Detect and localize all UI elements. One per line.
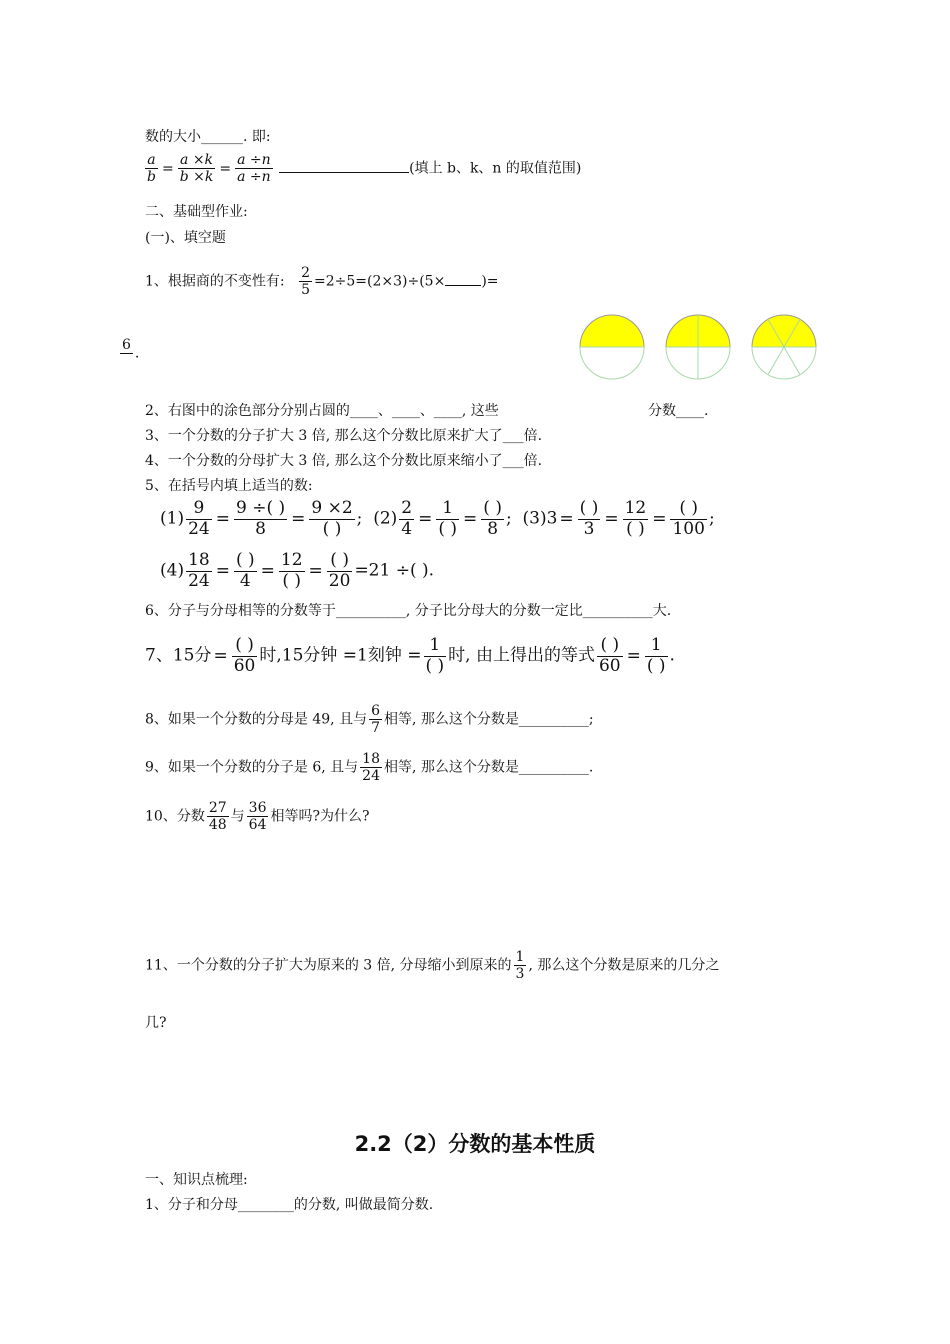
knowledge-point-1: 1、分子和分母________的分数, 叫做最简分数. bbox=[145, 1197, 434, 1213]
shaded-circles-figure bbox=[575, 312, 820, 382]
fraction-ak-bk: $\frac{a \times k}{b \times k}$ bbox=[179, 152, 214, 186]
section-heading: 二、基础型作业: bbox=[145, 204, 248, 220]
fraction: $\frac{9}{24}$ bbox=[188, 498, 210, 539]
question-8: 8、如果一个分数的分母是 49, 且与 $\frac{6}{7}$ 相等, 那么这个分数是__________; bbox=[145, 703, 594, 737]
question-3: 3、一个分数的分子扩大 3 倍, 那么这个分数比原来扩大了___倍. bbox=[145, 428, 543, 444]
question-5-row-2: (4) $\frac{18}{24}$ = $\frac{( )}{4}$ = $\frac{12}{( )}$ = $\frac{( )}{20}$ =21 ÷( ). bbox=[160, 550, 435, 591]
circle-quarters bbox=[666, 315, 730, 379]
question-11: 11、一个分数的分子扩大为原来的 3 倍, 分母缩小到原来的 $\frac{1}{3}$ , 那么这个分数是原来的几分之 bbox=[145, 949, 720, 983]
fraction-2-5: $\frac{2}{5}$ bbox=[301, 265, 310, 299]
knowledge-heading: 一、知识点梳理: bbox=[145, 1172, 248, 1188]
question-11-continuation: 几? bbox=[145, 1015, 167, 1031]
answer-blank[interactable] bbox=[279, 158, 409, 173]
question-5-label: 5、在括号内填上适当的数: bbox=[145, 478, 313, 494]
subsection-heading: (一)、填空题 bbox=[145, 230, 226, 246]
question-4: 4、一个分数的分母扩大 3 倍, 那么这个分数比原来缩小了___倍. bbox=[145, 453, 543, 469]
question-6: 6、分子与分母相等的分数等于__________, 分子比分母大的分数一定比__________大. bbox=[145, 603, 672, 619]
range-note: (填上 b、k、n 的取值范围) bbox=[409, 160, 582, 177]
fraction-a-b: $\frac{a}{b}$ bbox=[147, 152, 156, 186]
answer-blank[interactable] bbox=[445, 271, 481, 286]
intro-line: 数的大小______. 即: bbox=[145, 129, 271, 145]
question-2: 2、右图中的涂色部分分别占圆的____、____、____, 这些 bbox=[145, 403, 499, 419]
fraction-6-blank: 6 bbox=[122, 337, 131, 353]
circle-sixths bbox=[752, 315, 816, 379]
question-2-tail: 分数____. bbox=[648, 403, 709, 419]
question-1-continuation: 6 . bbox=[118, 337, 139, 370]
question-7: 7、15分 = $\frac{( )}{60}$ 时,15分钟 =1刻钟 = $\frac{1}{( )}$ 时, 由上得出的等式 $\frac{( )}{60}$ = $\frac{1}{( )}$ . bbox=[145, 635, 675, 676]
property-formula: $\frac{a}{b}$ = $\frac{a \times k}{b \times k}$ = $\frac{a \div n}{a \div n}$ (填上 b、k、n 的取值范围) bbox=[147, 152, 582, 186]
fraction-an-an: $\frac{a \div n}{a \div n}$ bbox=[237, 152, 271, 186]
question-9: 9、如果一个分数的分子是 6, 且与 $\frac{18}{24}$ 相等, 那么这个分数是__________. bbox=[145, 751, 594, 785]
question-5-row-1: (1) $\frac{9}{24}$ = $\frac{9 \div( )}{8}$ = $\frac{9 \times 2}{( )}$ ; (2) $\frac{2}{4}$ = $\frac{1}{( )}$ = $\frac{( )}{8}$ ; (3)3 = $\frac{( )}{3}$ = $\frac{12}{( )}$ = $\frac{( )}{100}$ ; bbox=[160, 498, 715, 539]
question-1: 1、根据商的不变性有: $\frac{2}{5}$ =2÷5=(2×3)÷(5× )= bbox=[145, 265, 499, 299]
section-title: 2.2（2）分数的基本性质 bbox=[354, 1132, 596, 1156]
question-10: 10、分数 $\frac{27}{48}$ 与 $\frac{36}{64}$ 相等吗?为什么? bbox=[145, 800, 370, 834]
